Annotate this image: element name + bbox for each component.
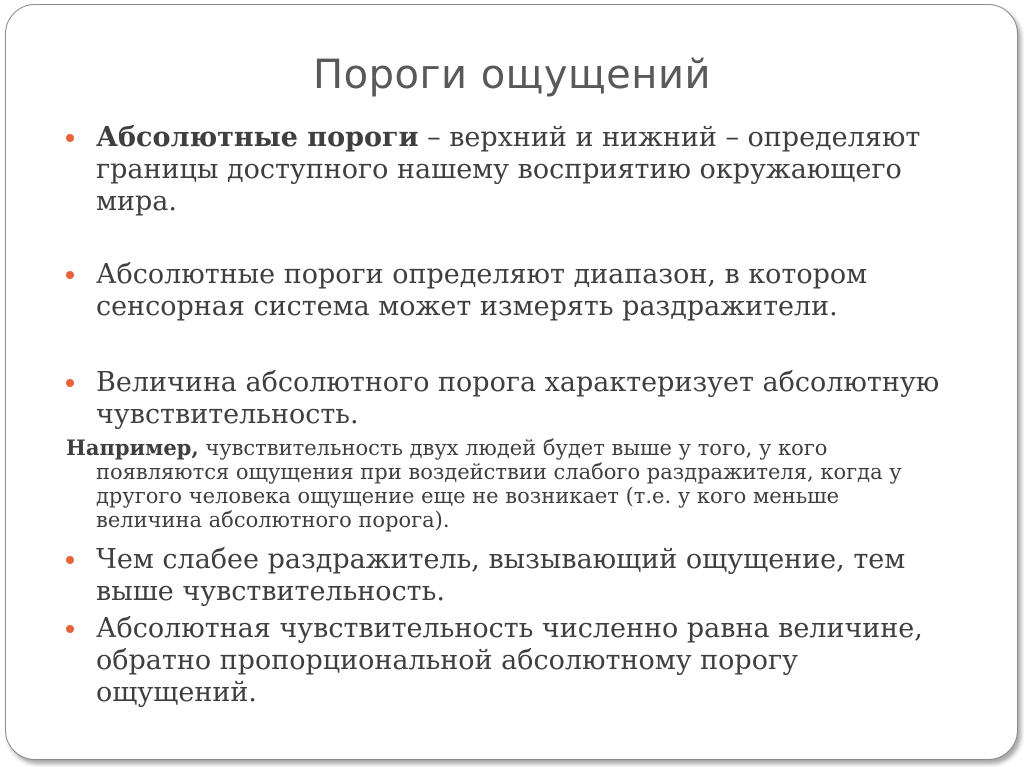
bullet-item-magnitude [96, 367, 956, 431]
bullet-dot-icon [66, 271, 74, 279]
bullet-dot-icon [66, 625, 74, 633]
example-line3: другого человека ощущение еще не возникает (т.е. у кого меньше [96, 484, 840, 508]
bullet-5-line3: ощущений. [96, 677, 257, 708]
bullet-dot-icon [66, 379, 74, 387]
bullet-5-line1: Абсолютная чувствительность численно равна величине, [96, 613, 923, 644]
bullet-item-absolute-sensitivity [96, 613, 956, 709]
bullet-dot-icon [66, 556, 74, 564]
bullet-1-line2: границы доступного нашему восприятию окружающего [96, 154, 902, 185]
example-paragraph [66, 436, 966, 532]
bullet-item-absolute-thresholds [96, 122, 956, 218]
example-line2: появляются ощущения при воздействии слабого раздражителя, когда у [96, 460, 902, 484]
bullet-3-line1: Величина абсолютного порога характеризует абсолютную [96, 367, 940, 398]
bullet-item-weaker-stimulus [96, 544, 956, 608]
example-bold: Например, [66, 435, 199, 460]
bullet-4-line1: Чем слабее раздражитель, вызывающий ощущение, тем [96, 544, 906, 575]
bullet-dot-icon [66, 134, 74, 142]
example-text: чувствительность двух людей будет выше у того, у кого [198, 436, 828, 460]
bullet-1-bold: Абсолютные пороги [96, 122, 419, 153]
slide-title: Пороги ощущений [313, 52, 711, 98]
bullet-3-line2: чувствительность. [96, 399, 359, 430]
bullet-4-line2: выше чувствительность. [96, 576, 445, 607]
bullet-1-text: – верхний и нижний – определяют [418, 122, 921, 153]
bullet-item-range [96, 259, 956, 323]
bullet-2-line1: Абсолютные пороги определяют диапазон, в котором [96, 259, 868, 290]
bullet-2-line2: сенсорная система может измерять раздражители. [96, 291, 838, 322]
example-line4: величина абсолютного порога). [96, 508, 450, 532]
bullet-1-line3: мира. [96, 186, 177, 217]
bullet-5-line2: обратно пропорциональной абсолютному порогу [96, 645, 798, 676]
